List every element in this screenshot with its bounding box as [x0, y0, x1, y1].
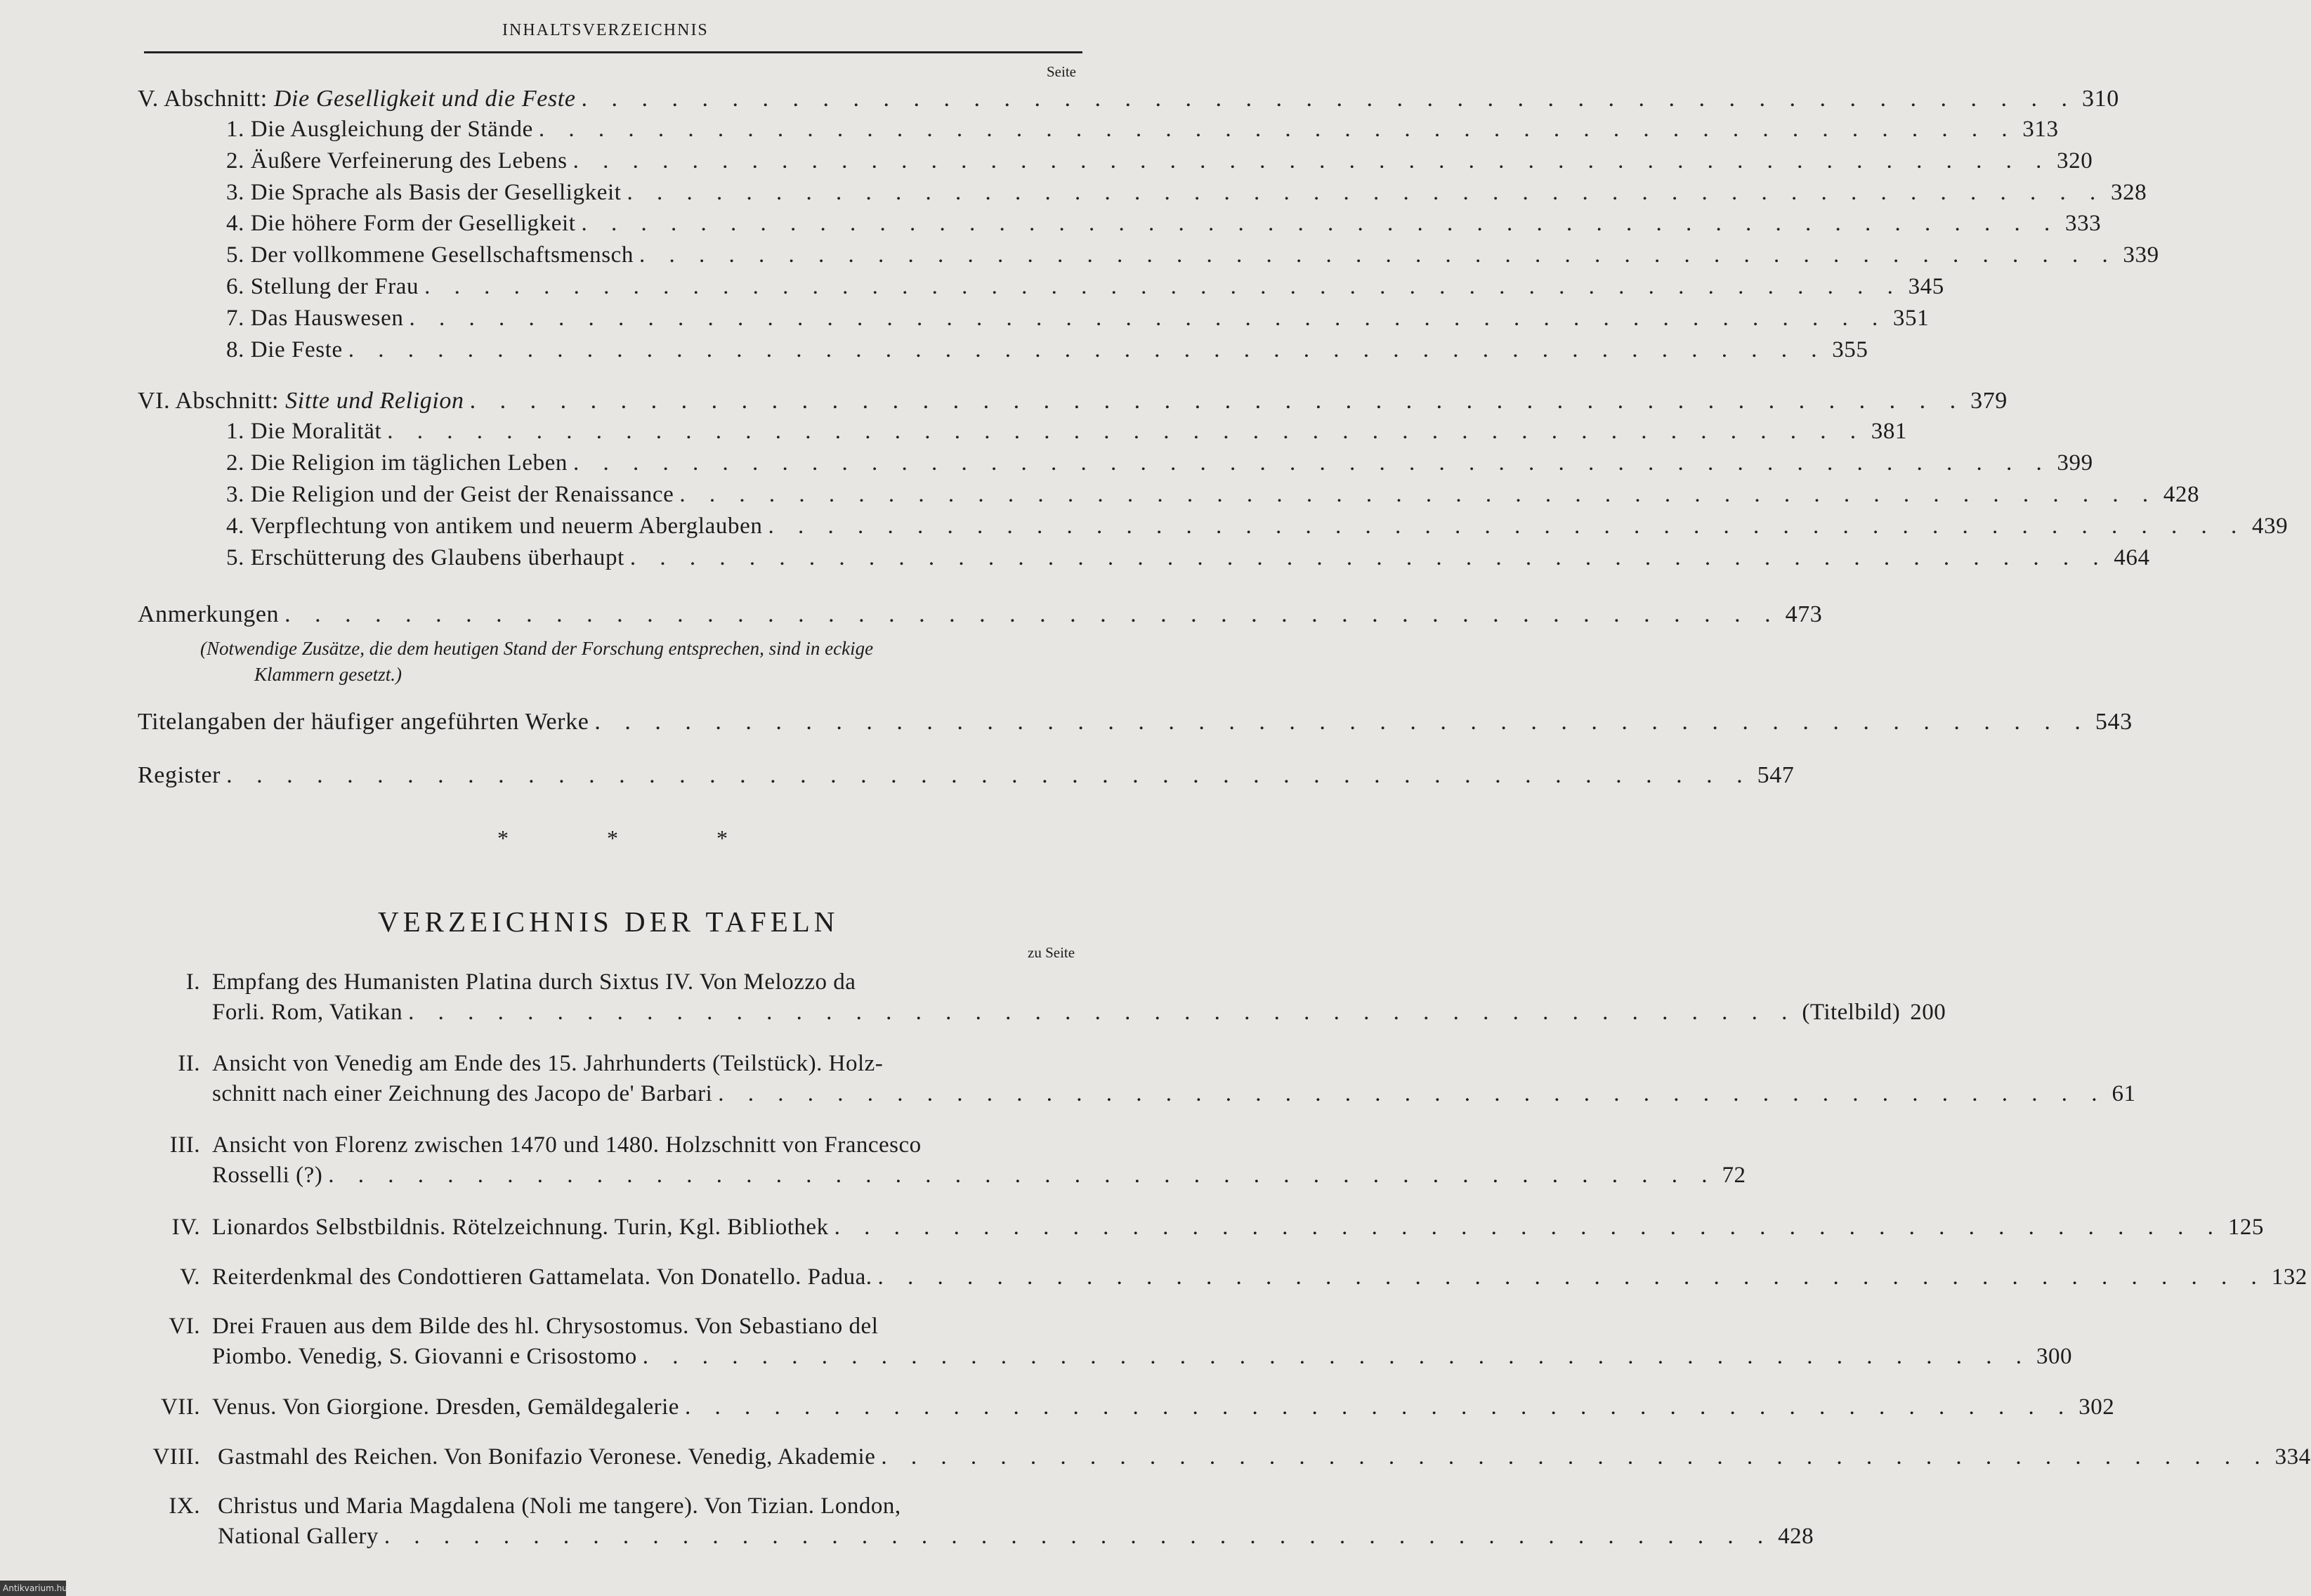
toc-page-number: 543 [2095, 709, 2133, 735]
plate-suffix: (Titelbild) [1802, 1000, 1901, 1025]
plate-caption-line: Drei Frauen aus dem Bilde des hl. Chrysostomus. Von Sebastiano del [212, 1314, 879, 1339]
plate-number: V. [180, 1264, 200, 1290]
dot-leader: . . . . . . . . . . . . . . . . . . . . . . . . . . . . . . . . . . . . . . . . . . . . . . . [384, 1524, 1773, 1549]
dot-leader: . . . . . . . . . . . . . . . . . . . . . . . . . . . . . . . . . . . . . . . . . . . . . . . [834, 1215, 2222, 1240]
dot-leader: . . . . . . . . . . . . . . . . . . . . . . . . . . . . . . . . . . . . . . . . . . . . . . . [328, 1163, 1717, 1188]
plate-caption-line: Empfang des Humanisten Platina durch Sixtus IV. Von Melozzo da [212, 969, 856, 995]
dot-leader: . . . . . . . . . . . . . . . . . . . . . . . . . . . . . . . . . . . . . . . . . . . . . . . . . . [627, 180, 2105, 205]
separator-star: * [607, 825, 618, 851]
dot-leader: . . . . . . . . . . . . . . . . . . . . . . . . . . . . . . . . . . . . . . . . . . . . . . . . . . [581, 211, 2060, 236]
plate-caption-text: Gastmahl des Reichen. Von Bonifazio Veronese. Venedig, Akademie [218, 1444, 876, 1470]
header-rule [144, 51, 1082, 53]
toc-entry-label: 7. Das Hauswesen [226, 306, 404, 331]
toc-entry [226, 482, 2200, 508]
plate-number: IV. [171, 1215, 200, 1240]
toc-page-number: 379 [1970, 388, 2008, 414]
anmerkungen-note-line1: (Notwendige Zusätze, die dem heutigen Stand der Forschung entsprechen, sind in eckige [200, 638, 874, 659]
plate-caption-text: Reiterdenkmal des Condottieren Gattamelata. Von Donatello. Padua. [212, 1264, 872, 1290]
dot-leader: . . . . . . . . . . . . . . . . . . . . . . . . . . . . . . . . . . . . . . . . . . . . . . . [684, 1394, 2074, 1420]
toc-section-label: VI. Abschnitt: Sitte und Religion [138, 388, 464, 414]
plate-caption-last-line [212, 1081, 2136, 1107]
plate-caption-text: Venus. Von Giorgione. Dresden, Gemäldegalerie [212, 1394, 679, 1420]
plate-caption-last-line [212, 1000, 1946, 1026]
plate-caption-last-line [212, 1264, 2307, 1290]
plate-caption-last-line [212, 1394, 2115, 1420]
toc-page-number: 547 [1757, 762, 1795, 788]
toc-entry-label: 3. Die Religion und der Geist der Renaissance [226, 482, 674, 507]
toc-entry [226, 419, 1908, 445]
toc-entry-register [138, 762, 1795, 789]
toc-page-number: 310 [2082, 86, 2119, 112]
toc-page-number: 473 [1785, 601, 1823, 627]
toc-entry [226, 117, 2059, 143]
dot-leader: . . . . . . . . . . . . . . . . . . . . . . . . . . . . . . . . . . . . . . . . . . . . . . . . . . [594, 709, 2090, 735]
toc-entry-label: Titelangaben der häufiger angeführten Werke [138, 709, 589, 735]
plates-column-label: zu Seite [1028, 944, 1075, 961]
toc-page-number: 464 [2114, 545, 2150, 570]
toc-entry [226, 306, 1930, 332]
plate-caption-text: schnitt nach einer Zeichnung des Jacopo de' Barbari [212, 1081, 713, 1106]
toc-entry-label: 1. Die Ausgleichung der Stände [226, 117, 533, 142]
toc-page-number: 328 [2110, 180, 2147, 205]
plate-page-number: 200 [1910, 1000, 1946, 1025]
plate-page-number: 61 [2112, 1081, 2136, 1106]
plate-caption-last-line [212, 1215, 2264, 1241]
plate-number: III. [169, 1132, 200, 1158]
toc-entry-label: 4. Die höhere Form der Geselligkeit [226, 211, 576, 236]
plate-page-number: 300 [2036, 1344, 2072, 1369]
dot-leader: . . . . . . . . . . . . . . . . . . . . . . . . . . . . . . . . . . . . . . . . . . . . . . . . . . [538, 117, 2017, 142]
plate-page-number: 334 [2274, 1444, 2311, 1470]
anmerkungen-note-line2: Klammern gesetzt.) [254, 664, 402, 685]
toc-page-number: 439 [2251, 514, 2289, 539]
dot-leader: . . . . . . . . . . . . . . . . . . . . . . . . . . . . . . . . . . . . . . . . . . . . . . . [408, 1000, 1797, 1025]
plate-number: VIII. [152, 1444, 200, 1470]
toc-page-number: 320 [2057, 148, 2093, 174]
dot-leader: . . . . . . . . . . . . . . . . . . . . . . . . . . . . . . . . . . . . . . . . . . . . . . . . . . [348, 337, 1826, 362]
toc-page-number: 333 [2064, 211, 2102, 236]
plate-caption-last-line [218, 1444, 2311, 1470]
plate-page-number: 428 [1778, 1524, 1814, 1549]
plate-number: II. [178, 1051, 200, 1076]
plate-caption-last-line [212, 1344, 2072, 1370]
plate-number: VI. [169, 1314, 200, 1339]
dot-leader: . . . . . . . . . . . . . . . . . . . . . . . . . . . . . . . . . . . . . . . . . . . . . . . . . . [581, 86, 2077, 112]
dot-leader: . . . . . . . . . . . . . . . . . . . . . . . . . . . . . . . . . . . . . . . . . . . . . . . [718, 1081, 2107, 1106]
toc-entry-label: 1. Die Moralität [226, 419, 382, 444]
separator-star: * [716, 825, 728, 851]
plate-page-number: 302 [2078, 1394, 2115, 1420]
dot-leader: . . . . . . . . . . . . . . . . . . . . . . . . . . . . . . . . . . . . . . . . . . . . . . . [881, 1444, 2270, 1470]
plate-number: IX. [169, 1493, 200, 1519]
dot-leader: . . . . . . . . . . . . . . . . . . . . . . . . . . . . . . . . . . . . . . . . . . . . . . . . . . [469, 388, 1965, 414]
toc-entry-label: 5. Der vollkommene Gesellschaftsmensch [226, 242, 634, 268]
toc-entry [226, 337, 1868, 363]
toc-entry [226, 180, 2147, 206]
plate-page-number: 132 [2271, 1264, 2307, 1290]
plate-caption-last-line [212, 1163, 1746, 1189]
toc-entry [226, 450, 2093, 476]
toc-entry-label: 6. Stellung der Frau [226, 274, 419, 299]
toc-entry-label: Register [138, 762, 221, 788]
toc-section-heading [138, 388, 2008, 414]
toc-entry-titelangaben [138, 709, 2133, 735]
plate-caption-text: Lionardos Selbstbildnis. Rötelzeichnung. Turin, Kgl. Bibliothek [212, 1215, 829, 1240]
dot-leader: . . . . . . . . . . . . . . . . . . . . . . . . . . . . . . . . . . . . . . . . . . . . . . . . . . [409, 306, 1887, 331]
dot-leader: . . . . . . . . . . . . . . . . . . . . . . . . . . . . . . . . . . . . . . . . . . . . . . . . . . . [226, 762, 1752, 788]
page-column-label: Seite [1047, 63, 1076, 80]
dot-leader: . . . . . . . . . . . . . . . . . . . . . . . . . . . . . . . . . . . . . . . . . . . . . . . . . . [572, 148, 2051, 174]
toc-page-number: 351 [1892, 306, 1930, 331]
plate-caption-text: Forli. Rom, Vatikan [212, 1000, 403, 1025]
dot-leader: . . . . . . . . . . . . . . . . . . . . . . . . . . . . . . . . . . . . . . . . . . . . . . . . . . [424, 274, 1902, 299]
dot-leader: . . . . . . . . . . . . . . . . . . . . . . . . . . . . . . . . . . . . . . . . . . . . . . . [642, 1344, 2031, 1369]
toc-page-number: 381 [1871, 419, 1908, 444]
watermark: Antikvarium.hu [0, 1581, 66, 1596]
toc-entry-label: 8. Die Feste [226, 337, 343, 362]
plate-number: I. [185, 969, 200, 995]
plate-number: VII. [160, 1394, 200, 1420]
toc-entry-label: 2. Äußere Verfeinerung des Lebens [226, 148, 568, 174]
toc-section-label: V. Abschnitt: Die Geselligkeit und die Feste [138, 86, 576, 112]
toc-page-number: 339 [2123, 242, 2159, 268]
toc-entry [226, 514, 2289, 539]
dot-leader: . . . . . . . . . . . . . . . . . . . . . . . . . . . . . . . . . . . . . . . . . . . . . . . . . . [679, 482, 2158, 507]
toc-page-number: 399 [2057, 450, 2093, 476]
plate-caption-text: Rosselli (?) [212, 1163, 323, 1188]
dot-leader: . . . . . . . . . . . . . . . . . . . . . . . . . . . . . . . . . . . . . . . . . . . . . . . . . . [768, 514, 2246, 539]
toc-page-number: 355 [1832, 337, 1868, 362]
plates-section-title: VERZEICHNIS DER TAFELN [378, 905, 839, 938]
plate-caption-line: Christus und Maria Magdalena (Noli me tangere). Von Tizian. London, [218, 1493, 901, 1519]
plate-caption-text: National Gallery [218, 1524, 379, 1549]
toc-entry [226, 211, 2102, 237]
dot-leader: . . . . . . . . . . . . . . . . . . . . . . . . . . . . . . . . . . . . . . . . . . . . . . . . . . [284, 601, 1780, 627]
running-head: INHALTSVERZEICHNIS [502, 21, 709, 39]
toc-entry [226, 274, 1944, 300]
toc-entry-label: 5. Erschütterung des Glaubens überhaupt [226, 545, 624, 570]
toc-entry-label: 4. Verpflechtung von antikem und neuerm Aberglauben [226, 514, 763, 539]
dot-leader: . . . . . . . . . . . . . . . . . . . . . . . . . . . . . . . . . . . . . . . . . . . . . . . . . . [572, 450, 2051, 476]
plate-caption-text: Piombo. Venedig, S. Giovanni e Crisostomo [212, 1344, 637, 1369]
toc-entry-label: 3. Die Sprache als Basis der Geselligkeit [226, 180, 622, 205]
plate-caption-line: Ansicht von Venedig am Ende des 15. Jahrhunderts (Teilstück). Holz- [212, 1051, 884, 1076]
dot-leader: . . . . . . . . . . . . . . . . . . . . . . . . . . . . . . . . . . . . . . . . . . . . . . . . . . [387, 419, 1866, 444]
plate-page-number: 72 [1722, 1163, 1746, 1188]
toc-page-number: 428 [2163, 482, 2200, 507]
toc-entry-label: Anmerkungen [138, 601, 280, 627]
toc-entry [226, 242, 2159, 268]
plate-page-number: 125 [2227, 1215, 2264, 1240]
toc-page-number: 345 [1908, 274, 1944, 299]
toc-entry-label: 2. Die Religion im täglichen Leben [226, 450, 568, 476]
toc-entry-anmerkungen [138, 601, 1823, 628]
plate-caption-line: Ansicht von Florenz zwischen 1470 und 1480. Holzschnitt von Francesco [212, 1132, 922, 1158]
toc-entry [226, 545, 2150, 571]
dot-leader: . . . . . . . . . . . . . . . . . . . . . . . . . . . . . . . . . . . . . . . . . . . . . . . [877, 1264, 2266, 1290]
toc-section-heading [138, 86, 2119, 112]
dot-leader: . . . . . . . . . . . . . . . . . . . . . . . . . . . . . . . . . . . . . . . . . . . . . . . . . . [639, 242, 2117, 268]
dot-leader: . . . . . . . . . . . . . . . . . . . . . . . . . . . . . . . . . . . . . . . . . . . . . . . . . . [629, 545, 2108, 570]
toc-entry [226, 148, 2093, 174]
plate-caption-last-line [218, 1524, 1814, 1550]
separator-star: * [497, 825, 509, 851]
toc-page-number: 313 [2022, 117, 2059, 142]
